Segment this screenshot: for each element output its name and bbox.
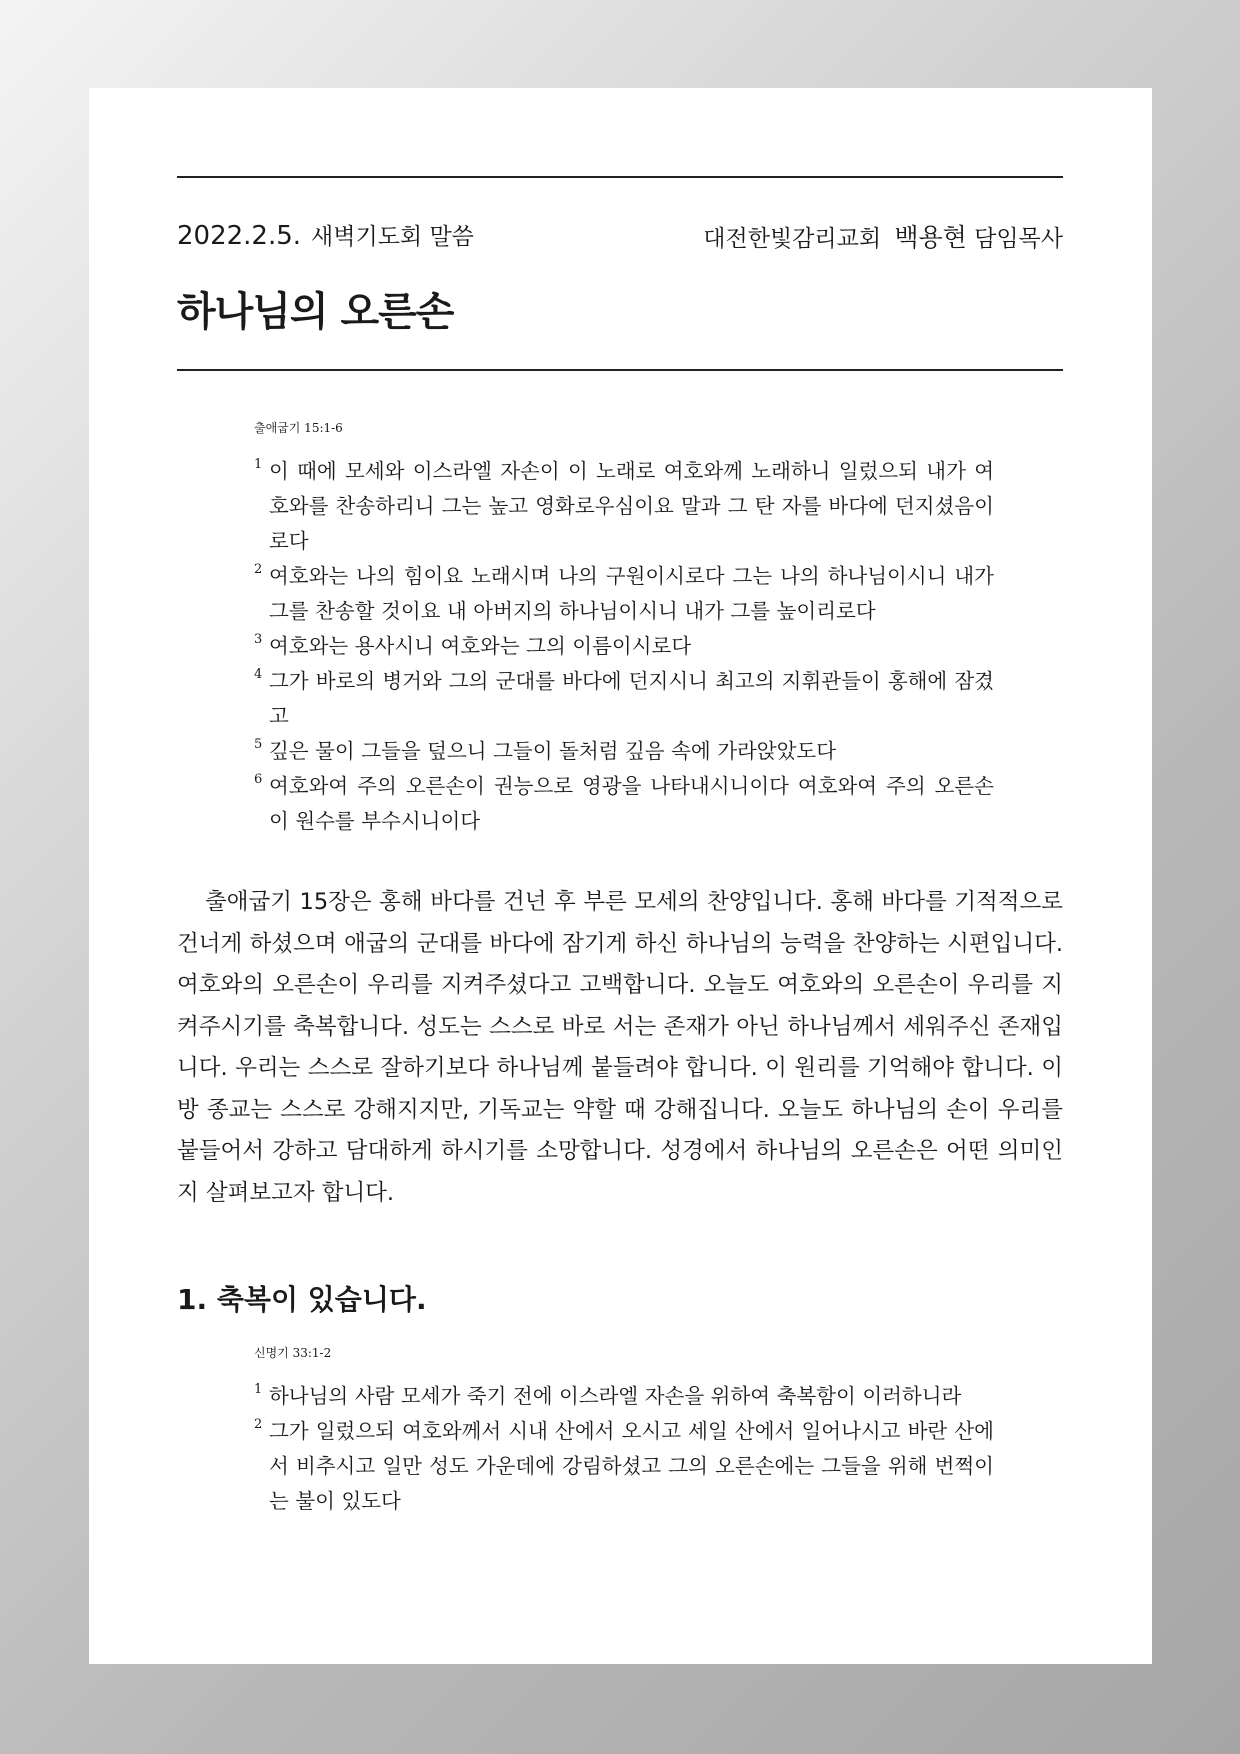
verse [254,734,994,769]
verse-number: 5 [254,737,263,752]
scripture-reference: 출애굽기 15:1-6 [254,421,343,435]
document-page [89,88,1152,1664]
verse-number: 1 [254,1382,263,1397]
page-title: 하나님의 오른손 [177,289,454,335]
verse-text: 여호와는 나의 힘이요 노래시며 나의 구원이시로다 그는 나의 하나님이시니 내가 그를 찬송할 것이요 내 아버지의 하나님이시니 내가 그를 높이리로다 [269,564,994,623]
verse [254,629,994,664]
verse-text: 하나님의 사람 모세가 죽기 전에 이스라엘 자손을 위하여 축복함이 이러하니라 [269,1384,962,1408]
verse-text: 여호와는 용사시니 여호와는 그의 이름이시로다 [269,634,692,658]
verse [254,769,994,839]
verse-number: 6 [254,772,263,787]
sermon-date: 2022.2.5. [177,221,302,251]
pastor-name: 백용현 [894,223,967,252]
verse-number: 2 [254,1417,263,1432]
pastor-title: 담임목사 [974,226,1063,252]
verse [254,1379,994,1414]
section-heading: 1. 축복이 있습니다. [177,1283,427,1316]
verse-text: 여호와여 주의 오른손이 권능으로 영광을 나타내시니이다 여호와여 주의 오른손이 원수를 부수시니이다 [269,774,994,833]
verse-number: 2 [254,562,263,577]
verse-number: 3 [254,632,263,647]
church-line [703,218,1063,254]
title-rule [177,369,1063,371]
verse [254,559,994,629]
verse [254,454,994,559]
verse-number: 4 [254,667,263,682]
sermon-date-line [177,218,474,251]
verse-text: 그가 일렀으되 여호와께서 시내 산에서 오시고 세일 산에서 일어나시고 바란 산에서 비추시고 일만 성도 가운데에 강림하셨고 그의 오른손에는 그들을 위해 번쩍이는 불이 있도다 [269,1419,994,1513]
service-name: 새벽기도회 말씀 [311,224,474,250]
scripture-passage-deuteronomy [254,1344,994,1519]
top-rule [177,176,1063,178]
scripture-reference: 신명기 33:1-2 [254,1346,332,1360]
verse-number: 1 [254,457,263,472]
scripture-passage-exodus [254,419,994,839]
church-name: 대전한빛감리교회 [703,226,882,252]
verse [254,664,994,734]
sermon-introduction: 출애굽기 15장은 홍해 바다를 건넌 후 부른 모세의 찬양입니다. 홍해 바다를 기적적으로 건너게 하셨으며 애굽의 군대를 바다에 잠기게 하신 하나님의 능력을 찬양하는 시편입니다. 여호와의 오른손이 우리를 지켜주셨다고 고백합니다. 오늘도 여호와의 오른손이 우리를 지켜주시기를 축복합니다. 성도는 스스로 바로 서는 존재가 아닌 하나님께서 세워주신 존재입니다. 우리는 스스로 잘하기보다 하나님께 붙들려야 합니다. 이 원리를 기억해야 합니다. 이방 종교는 스스로 강해지지만, 기독교는 약할 때 강해집니다. 오늘도 하나님의 손이 우리를 붙들어서 강하고 담대하게 하시기를 소망합니다. 성경에서 하나님의 오른손은 어떤 의미인지 살펴보고자 합니다. [177,889,1063,1206]
verse-text: 그가 바로의 병거와 그의 군대를 바다에 던지시니 최고의 지휘관들이 홍해에 잠겼고 [269,669,994,728]
verse-text: 깊은 물이 그들을 덮으니 그들이 돌처럼 깊음 속에 가라앉았도다 [269,739,837,763]
verse-text: 이 때에 모세와 이스라엘 자손이 이 노래로 여호와께 노래하니 일렀으되 내가 여호와를 찬송하리니 그는 높고 영화로우심이요 말과 그 탄 자를 바다에 던지셨음이로다 [269,459,994,553]
verse [254,1414,994,1519]
